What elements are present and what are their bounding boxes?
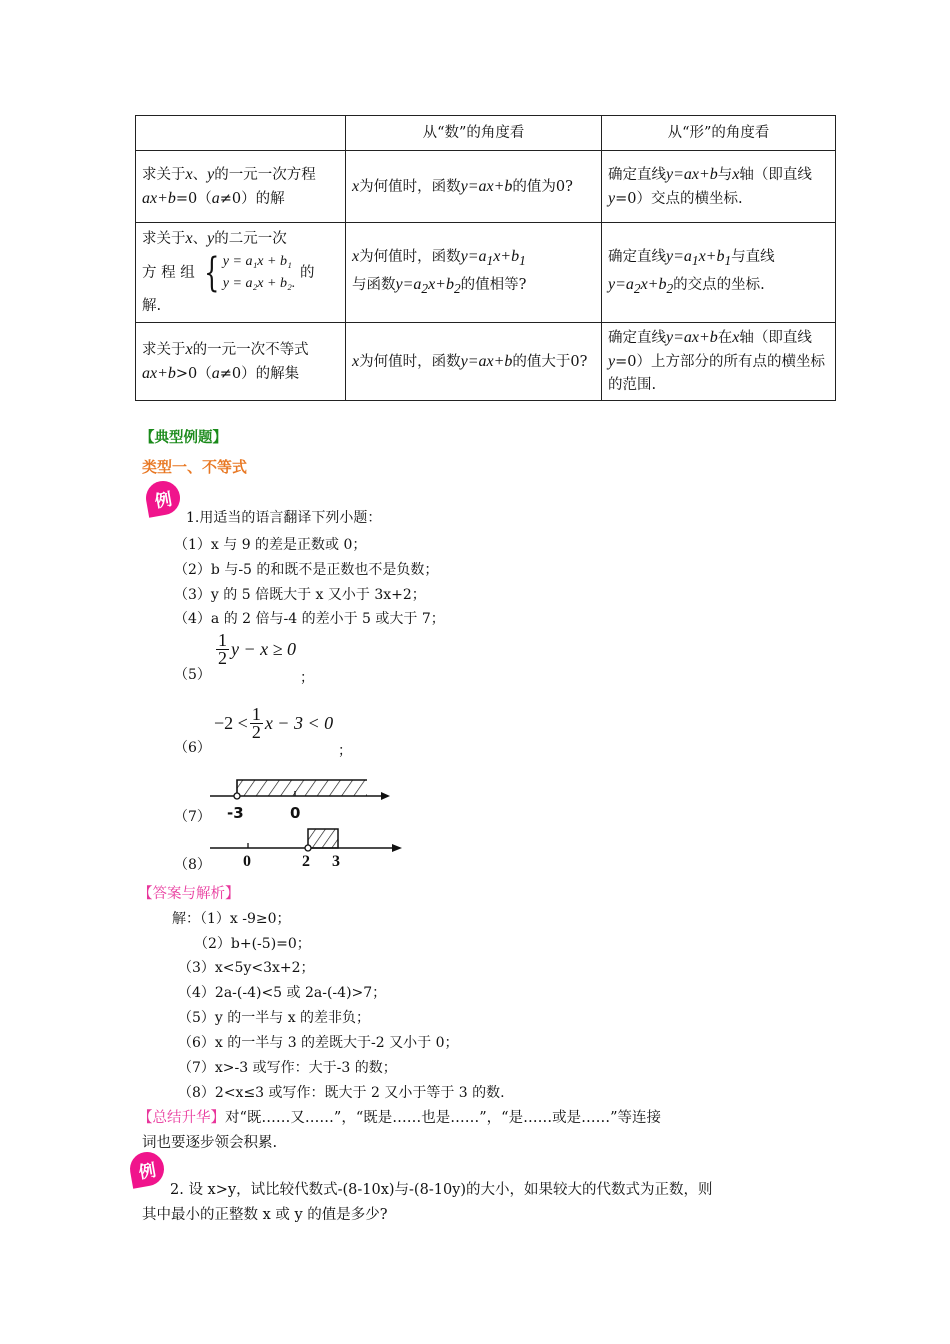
answer-line-4: （4）2a-(-4)<5 或 2a-(-4)>7；: [178, 985, 387, 1001]
answer-title: 【答案与解析】: [138, 886, 240, 902]
table-header-row: [136, 116, 836, 151]
answer-line-7: （7）x>-3 或写作：大于-3 的数；: [178, 1060, 397, 1076]
example1-item-6-semicolon: ；: [338, 743, 352, 759]
row3-graphic: 确定直线y=ax+b在x轴（即直线y=0）上方部分的所有点的横坐标的范围.: [602, 323, 836, 401]
summary-title: 【总结升华】: [138, 1110, 225, 1126]
answer-line-6: （6）x 的一半与 3 的差既大于-2 又小于 0；: [178, 1035, 459, 1051]
svg-text:2: 2: [302, 853, 310, 870]
answer-line-3: （3）x<5y<3x+2；: [178, 960, 315, 976]
example1-item-8-label: （8）: [174, 857, 211, 873]
example-badge-icon: 例: [143, 478, 182, 517]
header-numeric: 从“数”的角度看: [346, 116, 602, 151]
row2-problem: 求关于x、y的二元一次 方 程 组 { y = a₁x + b₁ y = a₂x + b₂. 的 解.: [136, 223, 346, 323]
number-line-8: [210, 826, 410, 872]
answer-line-8: （8）2<x≤3 或写作：既大于 2 又小于等于 3 的数.: [178, 1085, 505, 1101]
example1-item-5-expr: $\frac{1}{2}$ y − x ≥ 0: [218, 630, 297, 668]
answer-line-2: （2）b+(-5)=0；: [194, 936, 311, 952]
summary-line-1: [138, 1106, 661, 1127]
example1-item-7-label: （7）: [174, 809, 211, 825]
example1-item-6-expr: −2 < $\frac{1}{2}$ x − 3 < 0: [214, 704, 334, 742]
table-row: [136, 151, 836, 223]
header-empty: [136, 116, 346, 151]
example2-line-2: 其中最小的正整数 x 或 y 的值是多少?: [142, 1207, 388, 1223]
answer-line-5: （5）y 的一半与 x 的差非负；: [178, 1010, 371, 1026]
row1-numeric: x为何值时，函数y=ax+b的值为0?: [346, 151, 602, 223]
example1-item-5-semicolon: ；: [300, 670, 314, 686]
example1-item-6-label: （6）: [174, 740, 211, 756]
row1-graphic: 确定直线y=ax+b与x轴（即直线y=0）交点的横坐标.: [602, 151, 836, 223]
section-title: 【典型例题】: [140, 430, 227, 446]
svg-text:3: 3: [332, 853, 340, 870]
header-graphic: 从“形”的角度看: [602, 116, 836, 151]
example1-item-2: （2）b 与-5 的和既不是正数也不是负数；: [174, 562, 439, 578]
summary-line-2: 词也要逐步领会积累.: [142, 1135, 278, 1151]
svg-text:0: 0: [290, 804, 301, 822]
svg-text:-3: -3: [227, 804, 244, 822]
svg-text:0: 0: [243, 853, 251, 870]
row3-problem: 求关于x的一元一次不等式ax+b>0（a≠0）的解集: [136, 323, 346, 401]
answer-line-1: 解：（1）x -9≥0；: [172, 911, 291, 927]
equation-system: { y = a₁x + b₁ y = a₂x + b₂.: [204, 250, 296, 296]
row2-graphic: 确定直线$y=a_1x+b_1$与直线 $y=a_2x+b_2$的交点的坐标.: [602, 223, 836, 323]
row3-numeric: x为何值时，函数y=ax+b的值大于0?: [346, 323, 602, 401]
example1-item-3: （3）y 的 5 倍既大于 x 又小于 3x+2；: [174, 587, 426, 603]
comparison-table: [135, 115, 836, 401]
example1-item-1: （1）x 与 9 的差是正数或 0；: [174, 537, 367, 553]
table-row: [136, 323, 836, 401]
example1-item-4: （4）a 的 2 倍与-4 的差小于 5 或大于 7；: [174, 611, 445, 627]
example-badge-icon: 例: [127, 1149, 166, 1188]
summary-text-1: 对“既……又……”，“既是……也是……”，“是……或是……”等连接: [225, 1110, 661, 1126]
row2-numeric: x为何值时，函数$y=a_1x+b_1$ 与函数$y=a_2x+b_2$的值相等?: [346, 223, 602, 323]
table-row: [136, 223, 836, 323]
example1-item-5-label: （5）: [174, 667, 211, 683]
example2-line-1: 2. 设 x>y，试比较代数式-(8-10x)与-(8-10y)的大小，如果较大的代数式为正数，则: [170, 1182, 713, 1198]
example1-prompt: 1.用适当的语言翻译下列小题：: [186, 510, 382, 526]
row1-problem: 求关于x、y的一元一次方程ax+b=0（a≠0）的解: [136, 151, 346, 223]
type-heading: 类型一、不等式: [142, 458, 248, 476]
number-line-7: [210, 774, 400, 824]
